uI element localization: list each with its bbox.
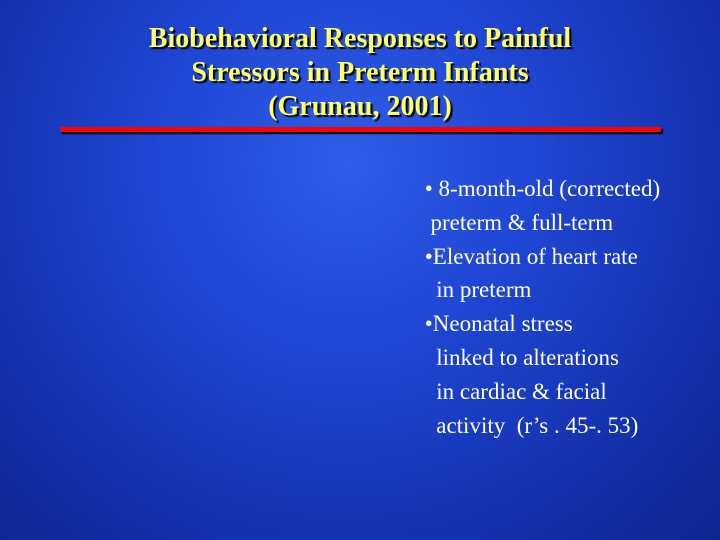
bullet-list xyxy=(419,172,709,442)
bullet-line-8: activity (r’s . 45-. 53) xyxy=(419,412,639,438)
bullet-line-6: linked to alterations xyxy=(419,344,619,370)
title-line-3: (Grunau, 2001) xyxy=(268,91,452,122)
slide-title xyxy=(40,22,680,124)
bullet-line-5: •Neonatal stress xyxy=(419,311,573,337)
title-underline xyxy=(60,127,661,132)
bullet-line-2: preterm & full-term xyxy=(419,209,614,235)
title-line-1: Biobehavioral Responses to Painful xyxy=(148,23,572,54)
bullet-line-3: •Elevation of heart rate xyxy=(419,243,638,269)
bullet-line-1: • 8-month-old (corrected) xyxy=(419,176,661,201)
bullet-line-7: in cardiac & facial xyxy=(419,378,607,404)
bullet-line-4: in preterm xyxy=(419,277,532,303)
title-line-2: Stressors in Preterm Infants xyxy=(191,57,529,88)
